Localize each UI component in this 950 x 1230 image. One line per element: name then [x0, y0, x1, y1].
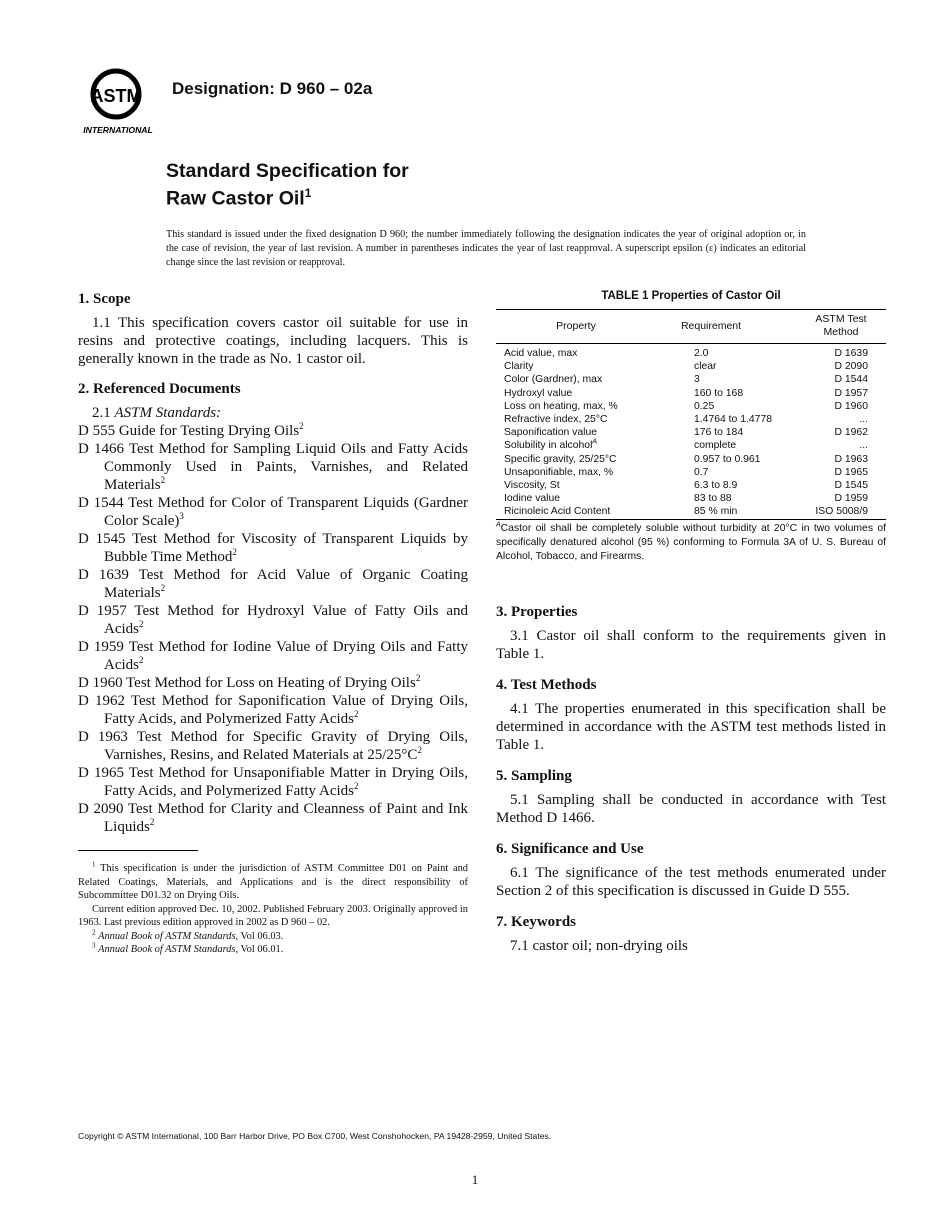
table-row: [496, 439, 886, 452]
cell-method: D 1962: [834, 427, 868, 439]
section-heading-scope: 1. Scope: [78, 291, 131, 307]
table-row: [496, 413, 886, 426]
section: [496, 603, 886, 663]
cell-property: Clarity: [504, 361, 534, 373]
footnote: $^1$ This specification is under the jurisdiction of ASTM Committee D01 on Paint and Related Coatings, Materials, and Applications and is the direct responsibility of Subcommittee D01.32 on Drying Oils.: [78, 860, 468, 901]
cell-method: D 1960: [834, 400, 868, 412]
designation: Designation: D 960 – 02a: [172, 79, 373, 98]
cell-property: Refractive index, 25°C: [504, 413, 608, 425]
cell-property: Hydroxyl value: [504, 387, 573, 399]
reference-list: [78, 422, 468, 836]
cell-method: D 2090: [834, 361, 868, 373]
logo-caption: INTERNATIONAL: [83, 125, 153, 135]
col-header-property: Property: [556, 320, 596, 332]
cell-method: D 1545: [834, 479, 868, 491]
cell-property: Unsaponifiable, max, %: [504, 466, 614, 478]
cell-property: Ricinoleic Acid Content: [504, 506, 611, 518]
cell-method: ...: [859, 413, 868, 425]
reference-item: D 1965 Test Method for Unsaponifiable Matter in Drying Oils, Fatty Acids, and Polymerized Fatty Acids$^2$: [78, 765, 468, 799]
reference-item: D 1466 Test Method for Sampling Liquid Oils and Fatty Acids Commonly Used in Paints, Varnishes, and Related Materials$^2$: [78, 441, 468, 493]
footnote: $^2$ Annual Book of ASTM Standards, Vol 06.03.: [92, 928, 284, 942]
cell-property: Saponification value: [504, 427, 598, 439]
cell-requirement: 6.3 to 8.9: [694, 479, 738, 491]
title-line-2: Raw Castor Oil$^1$: [166, 186, 312, 210]
issuance-notice: This standard is issued under the fixed designation D 960; the number immediately following the designation indicates the year of original adoption or, in the case of revision, the year of last revision. A number in parentheses indicates the year of last reapproval. A superscript epsilon (ε) indicates an editorial change since the last revision or reapproval.: [166, 229, 806, 269]
table-row: [496, 387, 886, 400]
col-header-method: ASTM Test Method: [815, 313, 867, 338]
cell-requirement: 83 to 88: [694, 493, 732, 505]
right-column: [496, 603, 886, 968]
section-heading: 6. Significance and Use: [496, 841, 644, 857]
left-column: [78, 290, 468, 836]
table-header: [496, 310, 886, 344]
reference-item: D 1639 Test Method for Acid Value of Organic Coating Materials$^2$: [78, 567, 468, 601]
table-row: [496, 466, 886, 479]
reference-item: D 1545 Test Method for Viscosity of Transparent Liquids by Bubble Time Method$^2$: [78, 531, 468, 565]
astm-standards-subheading: 2.1 ASTM Standards:: [92, 405, 222, 421]
footnotes: [78, 862, 468, 957]
cell-requirement: 85 % min: [694, 506, 738, 518]
section: [496, 676, 886, 754]
table-row: [496, 505, 886, 518]
cell-requirement: 0.25: [694, 400, 715, 412]
section-heading: 4. Test Methods: [496, 677, 597, 693]
cell-property: Color (Gardner), max: [504, 374, 603, 386]
cell-requirement: 3: [694, 374, 700, 386]
table-row: [496, 479, 886, 492]
section: [496, 767, 886, 827]
title-footnote-ref: 1: [304, 186, 312, 200]
reference-item: D 1962 Test Method for Saponification Value of Drying Oils, Fatty Acids, and Polymerized Fatty Acids$^2$: [78, 693, 468, 727]
cell-method: D 1959: [834, 493, 868, 505]
reference-item: D 1959 Test Method for Iodine Value of Drying Oils and Fatty Acids$^2$: [78, 639, 468, 673]
table-row: [496, 360, 886, 373]
table-title: TABLE 1 Properties of Castor Oil: [601, 290, 781, 302]
copyright: Copyright © ASTM International, 100 Barr Harbor Drive, PO Box C700, West Conshohocken, PA 19428-2959, United States.: [78, 1131, 552, 1141]
scope-paragraph: 1.1 This specification covers castor oil suitable for use in resins and protective coatings, including lacquers. This is generally known in the trade as No. 1 castor oil.: [78, 315, 468, 367]
reference-item: D 1960 Test Method for Loss on Heating of Drying Oils$^2$: [78, 673, 421, 691]
cell-property: Acid value, max: [504, 348, 578, 359]
reference-item: D 1957 Test Method for Hydroxyl Value of Fatty Oils and Acids$^2$: [78, 603, 468, 637]
footnote-divider: [78, 850, 198, 851]
cell-requirement: 2.0: [694, 348, 709, 359]
logo-letters: ASTM: [90, 86, 142, 106]
reference-item: D 1963 Test Method for Specific Gravity of Drying Oils, Varnishes, Resins, and Related Materials at $25/25^\circ C^2$: [78, 729, 468, 763]
table-row: [496, 373, 886, 386]
reference-item: D 1544 Test Method for Color of Transparent Liquids (Gardner Color Scale)$^3$: [78, 495, 468, 529]
title-line-1: Standard Specification for: [166, 160, 409, 182]
cell-requirement: 160 to 168: [694, 387, 744, 399]
cell-property: Iodine value: [504, 493, 561, 505]
astm-logo: [78, 66, 158, 138]
table-row: [496, 347, 886, 360]
section: [496, 913, 886, 955]
section-paragraph: 4.1 The properties enumerated in this specification shall be determined in accordance with the ASTM test methods listed in Table 1.: [496, 701, 886, 753]
cell-property: Viscosity, St: [504, 479, 560, 491]
cell-method: ...: [859, 440, 868, 452]
section-heading: 3. Properties: [496, 604, 578, 620]
page-number: 1: [471, 1172, 479, 1187]
table-footnote: $^A$Castor oil shall be completely soluble without turbidity at 20°C in two volumes of specifically denatured alcohol (95 %) conforming to Formula 3A of U. S. Bureau of Alcohol, Tobacco, and Firearms.: [496, 521, 886, 562]
section-paragraph: 6.1 The significance of the test methods enumerated under Section 2 of this specification is discussed in Guide D 555.: [496, 865, 886, 899]
section: [496, 840, 886, 900]
section-heading: 7. Keywords: [496, 914, 576, 930]
section-paragraph: 5.1 Sampling shall be conducted in accordance with Test Method D 1466.: [496, 792, 886, 826]
cell-requirement: 176 to 184: [694, 427, 744, 439]
table-row: [496, 426, 886, 439]
document-title: [166, 160, 409, 210]
cell-method: D 1965: [834, 466, 868, 478]
table-row: [496, 400, 886, 413]
properties-table: [496, 309, 886, 520]
cell-method: D 1957: [834, 387, 868, 399]
footnote: Current edition approved Dec. 10, 2002. Published February 2003. Originally approved in 1963. Last previous edition approved in 2002 as D 960 – 02.: [78, 903, 468, 928]
cell-property: Loss on heating, max, %: [504, 400, 618, 412]
cell-method: D 1639: [834, 348, 868, 359]
table-row: [496, 453, 886, 466]
reference-item: D 555 Guide for Testing Drying Oils$^2$: [78, 421, 304, 439]
cell-method: D 1963: [834, 453, 868, 465]
cell-property: Solubility in alcohol$^A$: [504, 438, 598, 452]
table-body: [496, 344, 886, 519]
cell-method: D 1544: [834, 374, 868, 386]
cell-requirement: 0.7: [694, 466, 709, 478]
section-heading-references: 2. Referenced Documents: [78, 381, 241, 397]
section-paragraph: 7.1 castor oil; non-drying oils: [510, 938, 688, 954]
cell-method: ISO 5008/9: [815, 506, 868, 518]
footnote: $^3$ Annual Book of ASTM Standards, Vol 06.01.: [92, 941, 284, 955]
table-row: [496, 492, 886, 505]
cell-requirement: clear: [694, 361, 717, 373]
cell-requirement: 1.4764 to 1.4778: [694, 413, 773, 425]
astm-logo-icon: [78, 66, 158, 138]
cell-property: Specific gravity, 25/25°C: [504, 453, 617, 465]
cell-requirement: complete: [694, 440, 737, 452]
col-header-requirement: Requirement: [680, 320, 742, 332]
section-heading: 5. Sampling: [496, 768, 572, 784]
section-paragraph: 3.1 Castor oil shall conform to the requirements given in Table 1.: [496, 628, 886, 662]
cell-requirement: 0.957 to 0.961: [694, 453, 761, 465]
reference-item: D 2090 Test Method for Clarity and Cleanness of Paint and Ink Liquids$^2$: [78, 801, 468, 835]
